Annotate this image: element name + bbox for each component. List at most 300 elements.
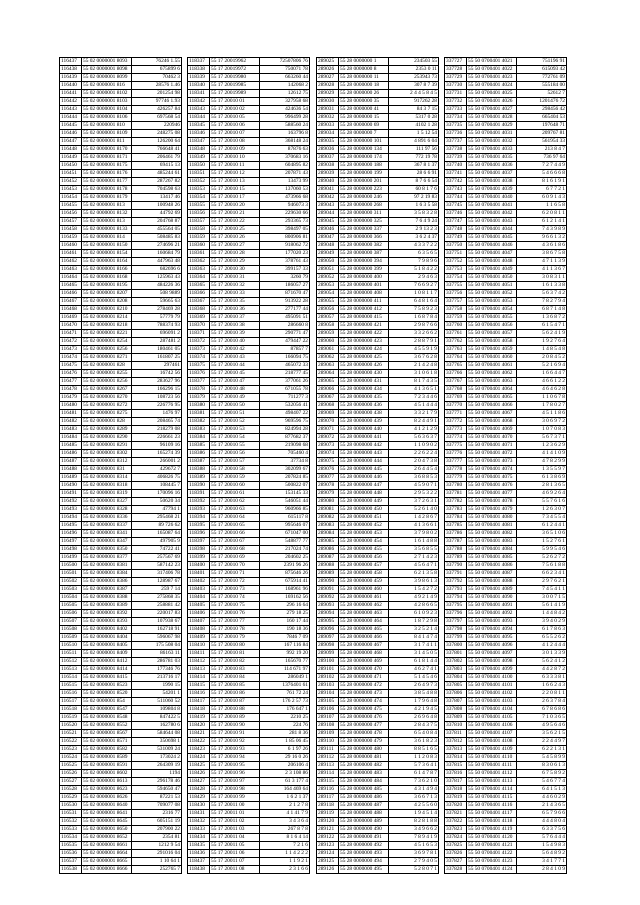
table-row [60, 850, 182, 858]
table-row [445, 658, 567, 666]
account-code-cell: 55 17 20010 72 [210, 578, 260, 586]
table-row [188, 738, 310, 746]
account-code-cell: 55 50 0700401 4032 [467, 138, 517, 146]
account-code-cell: 55 17 20010 15 [210, 186, 260, 194]
amount-cell: 2 9 7 6 2 1 [517, 578, 567, 586]
row-id-cell: 337799 [445, 634, 467, 642]
account-code-cell: 55 17 20010 82 [210, 658, 260, 666]
account-code-cell: 55 50 0700401 4033 [467, 146, 517, 154]
amount-cell: 1 4 8 5 4 8 [517, 346, 567, 354]
row-id-cell: 118425 [188, 762, 210, 770]
amount-cell: 584644 08 [132, 730, 182, 738]
row-id-cell: 337797 [445, 618, 467, 626]
amount-cell: 207871 43 [260, 170, 310, 178]
row-id-cell: 116503 [60, 586, 82, 594]
row-id-cell: 116522 [60, 738, 82, 746]
table-row [317, 546, 439, 554]
table-row [317, 850, 439, 858]
table-row [188, 554, 310, 562]
table-row [317, 418, 439, 426]
table-row [445, 514, 567, 522]
amount-cell: 4 9 5 6 4 6 [517, 722, 567, 730]
amount-cell: 946073 3 [260, 202, 310, 210]
row-id-cell: 116458 [60, 226, 82, 234]
account-code-cell: 55 28 0000000 445 [339, 466, 389, 474]
table-row [60, 474, 182, 482]
amount-cell: 1 1 4 2 2 2 [260, 850, 310, 858]
account-code-cell: 55 28 0000000 482 [339, 762, 389, 770]
table-row [317, 514, 439, 522]
amount-cell: 4 3 1 4 9 4 [389, 786, 439, 794]
amount-cell: 164 469 64 [260, 786, 310, 794]
account-code-cell: 55 50 0700401 4082 [467, 530, 517, 538]
amount-cell: 72507806 76 [260, 58, 310, 66]
row-id-cell: 337738 [445, 146, 467, 154]
account-code-cell: 55 02 0000001 8302 [82, 450, 132, 458]
row-id-cell: 337773 [445, 426, 467, 434]
account-code-cell: 55 02 0000001 8210 [82, 306, 132, 314]
amount-cell: 2 6 4 4 5 4 [389, 466, 439, 474]
row-id-cell: 337767 [445, 378, 467, 386]
row-id-cell: 116483 [60, 426, 82, 434]
amount-cell: 162780 6 [132, 722, 182, 730]
amount-cell: 175 508 04 [132, 642, 182, 650]
account-code-cell: 55 02 0000001 8547 [82, 706, 132, 714]
account-code-cell: 55 50 0700401 4065 [467, 394, 517, 402]
amount-cell: 6 8 7 1 4 8 [517, 306, 567, 314]
account-code-cell: 55 17 20011 00 [210, 802, 260, 810]
account-code-cell: 55 50 0700401 4066 [467, 402, 517, 410]
row-id-cell: 337826 [445, 850, 467, 858]
account-code-cell: 55 17 20010 50 [210, 402, 260, 410]
table-row [317, 746, 439, 754]
table-row [317, 482, 439, 490]
row-id-cell: 289029 [317, 90, 339, 98]
amount-cell: 1 6 2 1 37 [260, 794, 310, 802]
row-id-cell: 118391 [188, 490, 210, 498]
account-code-cell: 55 28 0000000 489 [339, 818, 389, 826]
table-row [188, 386, 310, 394]
account-code-cell: 55 50 0700401 4106 [467, 722, 517, 730]
row-id-cell: 337777 [445, 458, 467, 466]
account-code-cell: 55 50 0700401 4022 [467, 66, 517, 74]
table-row [60, 658, 182, 666]
amount-cell: 52612 7 [517, 90, 567, 98]
row-id-cell: 337800 [445, 642, 467, 650]
table-row [188, 642, 310, 650]
row-id-cell: 289117 [317, 794, 339, 802]
row-id-cell: 337742 [445, 178, 467, 186]
table-row [445, 74, 567, 82]
account-code-cell: 55 50 0700401 4063 [467, 378, 517, 386]
account-code-cell: 55 17 20010 42 [210, 346, 260, 354]
table-row [188, 674, 310, 682]
amount-cell: 226776 95 [132, 402, 182, 410]
row-id-cell: 337784 [445, 514, 467, 522]
row-id-cell: 116501 [60, 570, 82, 578]
account-code-cell: 55 28 0000000 35 [339, 98, 389, 106]
table-row [317, 754, 439, 762]
account-code-cell: 55 50 0700401 4116 [467, 802, 517, 810]
row-id-cell: 289106 [317, 706, 339, 714]
amount-cell: 5 5 7 6 1 6 [517, 498, 567, 506]
account-code-cell: 55 28 0000000 426 [339, 362, 389, 370]
table-row [188, 802, 310, 810]
account-code-cell: 55 17 20010 44 [210, 362, 260, 370]
amount-cell: 3 3 2 1 7 9 [389, 410, 439, 418]
table-row [445, 714, 567, 722]
account-code-cell: 55 50 0700401 4055 [467, 314, 517, 322]
row-id-cell: 116496 [60, 530, 82, 538]
account-code-cell: 55 02 0000001 8221 [82, 330, 132, 338]
table-row [445, 762, 567, 770]
account-code-cell: 55 02 0000001 8414 [82, 666, 132, 674]
amount-cell: 3 7 9 8 0 2 [389, 530, 439, 538]
row-id-cell: 289030 [317, 98, 339, 106]
row-id-cell: 116508 [60, 626, 82, 634]
row-id-cell: 116453 [60, 186, 82, 194]
amount-cell: 1 5 4 2 7 2 [389, 586, 439, 594]
amount-cell: 5 6 7 3 7 1 [517, 434, 567, 442]
table-row [188, 442, 310, 450]
row-id-cell: 118367 [188, 298, 210, 306]
account-code-cell: 55 50 0700401 4087 [467, 570, 517, 578]
table-row [445, 602, 567, 610]
table-row [188, 82, 310, 90]
account-code-cell: 55 02 0000001 8613 [82, 778, 132, 786]
amount-cell: 1 85 06 45 [260, 738, 310, 746]
row-id-cell: 118387 [188, 458, 210, 466]
row-id-cell: 116448 [60, 146, 82, 154]
row-id-cell: 289058 [317, 322, 339, 330]
table-row [188, 866, 310, 874]
row-id-cell: 118365 [188, 282, 210, 290]
row-id-cell: 337776 [445, 450, 467, 458]
account-code-cell: 55 02 0000001 8626 [82, 794, 132, 802]
amount-cell: 736 97 64 [517, 154, 567, 162]
account-code-cell: 55 17 20010 68 [210, 546, 260, 554]
row-id-cell: 289077 [317, 474, 339, 482]
account-code-cell: 55 02 0000001 8166 [82, 266, 132, 274]
table-row [317, 578, 439, 586]
amount-cell: 561954 33 [517, 138, 567, 146]
amount-cell: 2 1 2 7 8 [260, 802, 310, 810]
amount-cell: 1 6 3 5 58 [389, 202, 439, 210]
amount-cell: 918062 72 [260, 242, 310, 250]
amount-cell: 1 7 8 0 2 7 [517, 402, 567, 410]
row-id-cell: 116445 [60, 122, 82, 130]
account-code-cell: 55 50 0700401 4038 [467, 178, 517, 186]
amount-cell: 3 1 7 4 1 1 [389, 642, 439, 650]
account-code-cell: 55 17 20010 85 [210, 682, 260, 690]
row-id-cell: 337749 [445, 234, 467, 242]
amount-cell: 3 5 6 2 1 5 [517, 730, 567, 738]
account-code-cell: 55 17 20019985 [210, 82, 260, 90]
amount-cell: 3 2 5 2 1 4 [389, 626, 439, 634]
row-id-cell: 289072 [317, 434, 339, 442]
row-id-cell: 289119 [317, 810, 339, 818]
table-row [188, 434, 310, 442]
account-code-cell: 55 17 20011 03 [210, 826, 260, 834]
row-id-cell: 118350 [188, 162, 210, 170]
account-code-cell: 55 50 0700401 4057 [467, 330, 517, 338]
row-id-cell: 289034 [317, 130, 339, 138]
amount-cell: 206461 79 [132, 154, 182, 162]
table-row [60, 314, 182, 322]
account-code-cell: 55 28 0000000 468 [339, 650, 389, 658]
table-row [188, 770, 310, 778]
amount-cell: 224 76 [260, 722, 310, 730]
amount-cell: 297461 [132, 362, 182, 370]
row-id-cell: 337735 [445, 122, 467, 130]
account-code-cell: 55 02 0000001 8312 [82, 458, 132, 466]
table-row [60, 626, 182, 634]
account-code-cell: 55 17 20010 36 [210, 306, 260, 314]
amount-cell: 4 1 2 4 4 4 [517, 642, 567, 650]
account-code-cell: 55 02 0000001 8589 [82, 754, 132, 762]
account-code-cell: 55 50 0700401 4109 [467, 746, 517, 754]
account-code-cell: 55 50 0700401 4061 [467, 362, 517, 370]
row-id-cell: 116525 [60, 762, 82, 770]
row-id-cell: 289125 [317, 858, 339, 866]
table-row [317, 434, 439, 442]
amount-cell: 1 6 6 4 4 7 [517, 370, 567, 378]
table-row [317, 58, 439, 66]
row-id-cell: 289065 [317, 378, 339, 386]
table-row [60, 58, 182, 66]
account-code-cell: 55 50 0700401 4031 [467, 130, 517, 138]
row-id-cell: 116514 [60, 674, 82, 682]
row-id-cell: 337780 [445, 482, 467, 490]
table-row [317, 410, 439, 418]
account-code-cell: 55 28 0000000 423 [339, 338, 389, 346]
row-id-cell: 116490 [60, 482, 82, 490]
row-id-cell: 116449 [60, 154, 82, 162]
table-row [188, 66, 310, 74]
table-row [188, 658, 310, 666]
account-code-cell: 55 02 0000001 8170 [82, 146, 132, 154]
amount-cell: 6 3 5 6 5 [389, 250, 439, 258]
table-row [445, 138, 567, 146]
table-row [445, 130, 567, 138]
row-id-cell: 337740 [445, 162, 467, 170]
amount-cell: 398497 05 [260, 226, 310, 234]
amount-cell: 3 0 6 9 7 2 [517, 418, 567, 426]
account-code-cell: 55 28 0000000 451 [339, 514, 389, 522]
account-code-cell: 55 02 0000001 8347 [82, 538, 132, 546]
amount-cell: 70462 3 [132, 74, 182, 82]
table-row [317, 570, 439, 578]
account-code-cell: 55 50 0700401 4089 [467, 586, 517, 594]
amount-cell: 190 18 36 [260, 626, 310, 634]
amount-cell: 219098 68 [260, 442, 310, 450]
amount-cell: 429672 7 [132, 466, 182, 474]
account-code-cell: 55 50 0700401 4084 [467, 546, 517, 554]
row-id-cell: 116530 [60, 802, 82, 810]
account-code-cell: 55 50 0700401 4023 [467, 74, 517, 82]
account-code-cell: 55 50 0700401 4099 [467, 666, 517, 674]
amount-cell: 6 1 7 8 6 3 [517, 626, 567, 634]
account-code-cell: 55 50 0700401 4056 [467, 322, 517, 330]
row-id-cell: 337727 [445, 58, 467, 66]
row-id-cell: 118413 [188, 666, 210, 674]
table-row [445, 682, 567, 690]
row-id-cell: 289090 [317, 578, 339, 586]
account-code-cell: 55 50 0700401 4080 [467, 514, 517, 522]
row-id-cell: 289027 [317, 74, 339, 82]
amount-cell: 8 1 7 4 3 5 [389, 378, 439, 386]
amount-cell: 29 16 0 26 [260, 754, 310, 762]
table-row [445, 850, 567, 858]
amount-cell: 3 8 6 7 5 8 [517, 250, 567, 258]
table-row [317, 466, 439, 474]
table-row [188, 130, 310, 138]
account-code-cell: 55 02 0000001 8275 [82, 410, 132, 418]
table-row [445, 266, 567, 274]
row-id-cell: 118401 [188, 570, 210, 578]
account-code-cell: 55 17 20010 81 [210, 650, 260, 658]
table-row [317, 722, 439, 730]
table-row [60, 602, 182, 610]
account-code-cell: 55 50 0700401 4122 [467, 850, 517, 858]
table-row [317, 858, 439, 866]
account-code-cell: 55 50 0700401 4074 [467, 466, 517, 474]
account-code-cell: 55 50 0700401 4067 [467, 410, 517, 418]
table-row [317, 146, 439, 154]
row-id-cell: 289036 [317, 146, 339, 154]
amount-cell: 209767 81 [517, 130, 567, 138]
amount-cell: 1 3 5 5 9 7 [517, 466, 567, 474]
amount-cell: 59665 63 [132, 298, 182, 306]
amount-cell: 1194 [132, 770, 182, 778]
amount-cell: 7 2 3 4 4 6 [389, 394, 439, 402]
account-code-cell: 55 17 20010 29 [210, 258, 260, 266]
amount-cell: 4 5 1 4 4 4 [389, 402, 439, 410]
row-id-cell: 116493 [60, 506, 82, 514]
amount-cell: 455564 05 [132, 226, 182, 234]
account-code-cell: 55 17 20010 71 [210, 570, 260, 578]
table-row [445, 698, 567, 706]
account-code-cell: 55 17 20011 06 [210, 850, 260, 858]
row-id-cell: 116488 [60, 466, 82, 474]
row-id-cell: 337760 [445, 322, 467, 330]
account-code-cell: 55 02 0000001 8341 [82, 530, 132, 538]
row-id-cell: 337817 [445, 778, 467, 786]
account-code-cell: 55 28 0000000 447 [339, 482, 389, 490]
amount-cell: 226661 23 [132, 434, 182, 442]
account-code-cell: 55 50 0700401 4086 [467, 562, 517, 570]
table-row [445, 170, 567, 178]
row-id-cell: 289050 [317, 258, 339, 266]
amount-cell: 871670 47 [260, 290, 310, 298]
amount-cell: 5 1 8 4 2 2 [389, 266, 439, 274]
table-row [445, 370, 567, 378]
account-code-cell: 55 02 0000001 8389 [82, 602, 132, 610]
row-id-cell: 118388 [188, 466, 210, 474]
account-code-cell: 55 02 0000001 8377 [82, 554, 132, 562]
row-id-cell: 289075 [317, 458, 339, 466]
account-code-cell: 55 28 0000000 475 [339, 706, 389, 714]
amount-cell: 604895 82 [260, 162, 310, 170]
row-id-cell: 289111 [317, 746, 339, 754]
table-row [188, 530, 310, 538]
account-code-cell: 55 17 20010 78 [210, 626, 260, 634]
amount-cell: 2 2 0 8 1 1 [517, 690, 567, 698]
table-row [445, 82, 567, 90]
row-id-cell: 118377 [188, 378, 210, 386]
table-row [317, 90, 439, 98]
account-code-cell: 55 02 0000001 8641 [82, 810, 132, 818]
row-id-cell: 337810 [445, 722, 467, 730]
account-code-cell: 55 17 20010 49 [210, 394, 260, 402]
table-row [60, 306, 182, 314]
row-id-cell: 337763 [445, 346, 467, 354]
table-row [445, 274, 567, 282]
account-code-cell: 55 02 0000001 811 [82, 138, 132, 146]
table-row [317, 450, 439, 458]
row-id-cell: 118392 [188, 498, 210, 506]
row-id-cell: 116473 [60, 346, 82, 354]
row-id-cell: 118344 [188, 114, 210, 122]
amount-cell: 671047 00 [260, 530, 310, 538]
row-id-cell: 289100 [317, 658, 339, 666]
row-id-cell: 116531 [60, 810, 82, 818]
account-code-cell: 55 50 0700401 4123 [467, 858, 517, 866]
table-row [445, 642, 567, 650]
account-code-cell: 55 28 0000000 199 [339, 170, 389, 178]
row-id-cell: 337815 [445, 762, 467, 770]
account-code-cell: 55 28 0000000 465 [339, 626, 389, 634]
table-row [445, 818, 567, 826]
account-code-cell: 55 50 0700401 4046 [467, 242, 517, 250]
row-id-cell: 337821 [445, 810, 467, 818]
amount-cell: 473966 68 [260, 194, 310, 202]
table-row [60, 402, 182, 410]
row-id-cell: 116494 [60, 514, 82, 522]
table-row [60, 98, 182, 106]
table-row [445, 98, 567, 106]
table-row [188, 650, 310, 658]
row-id-cell: 337804 [445, 674, 467, 682]
amount-cell: 6 2 1 3 5 8 [389, 570, 439, 578]
account-code-cell: 55 28 0000000 469 [339, 658, 389, 666]
amount-cell: 6 2 0 8 1 1 [517, 210, 567, 218]
table-row [445, 770, 567, 778]
amount-cell: 1 1 2 0 8 3 [389, 754, 439, 762]
account-code-cell: 55 28 0000000 441 [339, 434, 389, 442]
table-row [317, 506, 439, 514]
table-row [317, 762, 439, 770]
account-code-cell: 55 02 0000001 8177 [82, 178, 132, 186]
account-code-cell: 55 28 0000000 422 [339, 330, 389, 338]
table-row [60, 114, 182, 122]
row-id-cell: 118429 [188, 794, 210, 802]
table-row [60, 586, 182, 594]
row-id-cell: 289124 [317, 850, 339, 858]
row-id-cell: 118405 [188, 602, 210, 610]
row-id-cell: 118380 [188, 402, 210, 410]
amount-cell: 163796 8 [260, 130, 310, 138]
account-code-cell: 55 02 0000001 8290 [82, 434, 132, 442]
amount-cell: 6 3 3 7 5 6 [517, 826, 567, 834]
row-id-cell: 118426 [188, 770, 210, 778]
row-id-cell: 337743 [445, 186, 467, 194]
table-row [60, 442, 182, 450]
account-code-cell: 55 50 0700401 4094 [467, 626, 517, 634]
account-code-cell: 55 02 0000001 831 [82, 466, 132, 474]
account-code-cell: 55 28 0000000 382 [339, 242, 389, 250]
row-id-cell: 118360 [188, 242, 210, 250]
